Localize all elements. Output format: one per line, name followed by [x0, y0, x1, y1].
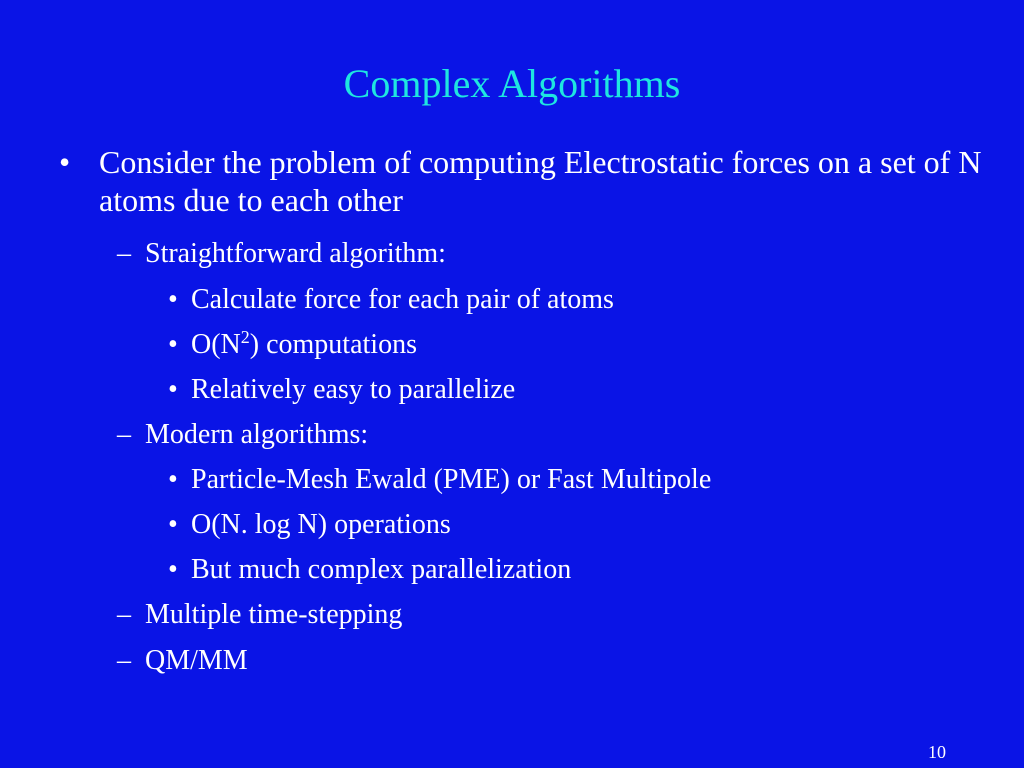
- bullet-marker: •: [59, 144, 71, 180]
- list-item-text: Calculate force for each pair of atoms: [191, 284, 614, 315]
- list-item: [168, 327, 417, 361]
- dash-marker: –: [117, 645, 131, 676]
- bullet-marker: •: [168, 374, 178, 405]
- subbullet-label: Straightforward algorithm:: [145, 238, 446, 269]
- list-item-text: O(N: [191, 329, 241, 360]
- dash-marker: –: [117, 599, 131, 630]
- main-bullet: [59, 143, 999, 219]
- bullet-marker: •: [168, 464, 178, 495]
- bullet-marker: •: [168, 509, 178, 540]
- main-bullet-text: Consider the problem of computing Electrostatic forces on a set of N atoms due to each other: [99, 144, 982, 218]
- slide-title: Complex Algorithms: [343, 61, 681, 106]
- subbullet-label: QM/MM: [145, 645, 248, 676]
- superscript: 2: [240, 327, 250, 347]
- list-item-text: Particle-Mesh Ewald (PME) or Fast Multipole: [191, 464, 712, 495]
- list-item-text: Relatively easy to parallelize: [191, 374, 516, 405]
- bullet-marker: •: [168, 329, 178, 360]
- list-item-text: O(N. log N) operations: [191, 509, 451, 540]
- list-item-text-suffix: ) computations: [249, 329, 417, 360]
- list-item: [168, 554, 572, 586]
- subbullet-straightforward: [117, 238, 446, 270]
- page-number: 10: [928, 742, 946, 762]
- list-item: [168, 464, 712, 496]
- list-item: [168, 284, 614, 316]
- bullet-marker: •: [168, 554, 178, 585]
- subbullet-modern: [117, 419, 369, 451]
- dash-marker: –: [117, 238, 131, 269]
- subbullet-multiple-time-stepping: [117, 599, 403, 631]
- dash-marker: –: [117, 419, 131, 450]
- list-item: [168, 509, 451, 541]
- list-item-text: But much complex parallelization: [191, 554, 572, 585]
- subbullet-qmmm: [117, 645, 248, 677]
- subbullet-label: Multiple time-stepping: [145, 599, 403, 630]
- list-item: [168, 374, 516, 406]
- bullet-marker: •: [168, 284, 178, 315]
- subbullet-label: Modern algorithms:: [145, 419, 369, 450]
